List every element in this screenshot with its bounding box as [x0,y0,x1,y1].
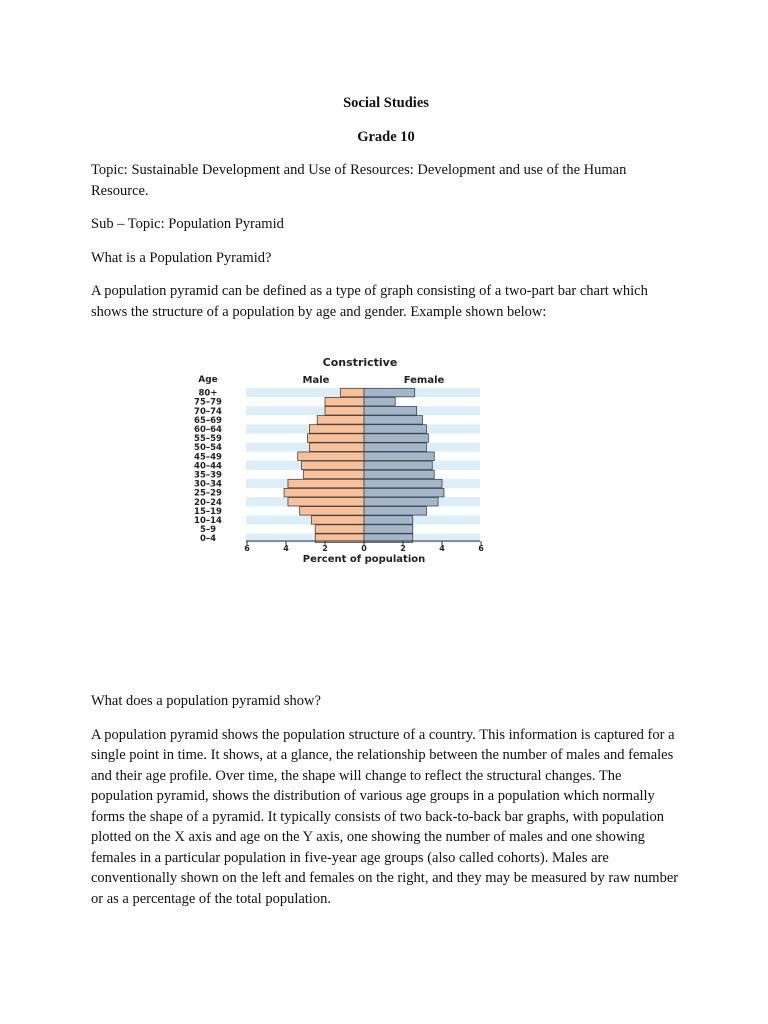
grade-heading: Grade 10 [357,128,415,145]
female-bar [364,425,426,434]
male-bar [317,416,364,425]
age-label: 75–79 [194,397,222,408]
male-bar [315,525,364,534]
chart-title: Constrictive [322,356,398,369]
age-label: 5–9 [199,525,217,536]
x-ticks [244,541,484,553]
x-tick-label: 4 [439,544,445,553]
x-tick-label: 0 [361,544,367,553]
female-bar [364,416,423,425]
x-tick-label: 2 [322,544,328,553]
age-label: 50–54 [194,443,222,454]
x-tick-label: 2 [400,544,406,553]
question-what-shows: What does a population pyramid show? [91,693,321,709]
male-bar [309,425,364,434]
female-bar [364,407,417,416]
age-header: Age [198,375,218,385]
female-label: Female [403,375,445,386]
x-tick-label: 4 [283,544,289,553]
x-tick-label: 6 [244,544,250,553]
age-label: 40–44 [194,461,222,472]
male-bar [302,461,364,470]
age-labels [194,389,222,545]
female-bar [364,452,434,461]
male-bar [288,498,364,507]
explanation-text: A population pyramid shows the population structure of a country. This information is captured for a single point in time. It shows, at a glance, the relationship between the number of males and females and their age profile. Over time, the shape will change to reflect the structural changes. The population pyramid, shows the distribution of various age groups in a population which normally forms the shape of a pyramid. It typically consists of two back-to-back bar graphs, with population plotted on the X axis and age on the Y axis, one showing the number of males and one showing females in a particular population in five-year age groups (also called cohorts). Males are conventionally shown on the left and females on the right, and they may be measured by raw number or as a percentage of the total population. [91,726,679,907]
female-bar [364,397,395,406]
age-label: 80+ [198,388,218,399]
male-bar [304,470,364,479]
female-bar [364,507,426,515]
female-bar [364,516,413,525]
definition-text: A population pyramid can be defined as a type of graph consisting of a two-part bar chart which shows the structure of a population by age and gender. Example shown below: [91,283,648,320]
male-bar [325,407,364,416]
topic-text: Topic: Sustainable Development and Use of Resources: Development and use of the Human Resource. [91,162,627,199]
age-label: 55–59 [194,434,222,445]
female-bar [364,388,415,397]
x-axis-label: Percent of population [302,554,426,565]
female-bar [364,488,444,497]
question-what-is: What is a Population Pyramid? [91,249,272,266]
age-label: 70–74 [194,406,222,417]
male-bar [288,479,364,488]
age-label: 45–49 [194,452,222,463]
male-bar [311,516,364,525]
male-bar [307,434,364,443]
female-bar [364,434,428,443]
female-bar [364,443,426,452]
male-bar [284,488,364,497]
male-bar [309,443,364,452]
x-tick-label: 6 [478,544,484,553]
female-bar [364,479,442,488]
female-bar [364,498,438,507]
age-label: 0–4 [199,534,217,545]
age-label: 15–19 [194,506,222,517]
male-label: Male [302,375,330,386]
age-label: 25–29 [194,488,222,499]
subtopic-text: Sub – Topic: Population Pyramid [91,216,284,232]
population-pyramid-chart [175,352,495,572]
age-label: 20–24 [194,497,222,508]
male-bar [300,507,364,515]
male-bar [325,397,364,406]
female-bar [364,525,413,534]
female-bar [364,461,432,470]
age-label: 60–64 [194,425,222,435]
age-label: 30–34 [194,479,222,490]
male-bar [298,452,364,461]
age-label: 10–14 [194,516,222,526]
age-label: 35–39 [194,470,222,481]
male-bar [341,388,364,397]
female-bar [364,470,434,479]
age-label: 65–69 [194,415,222,426]
subject-heading: Social Studies [343,95,429,111]
document-body-lower [91,691,681,922]
document-body [91,93,681,335]
